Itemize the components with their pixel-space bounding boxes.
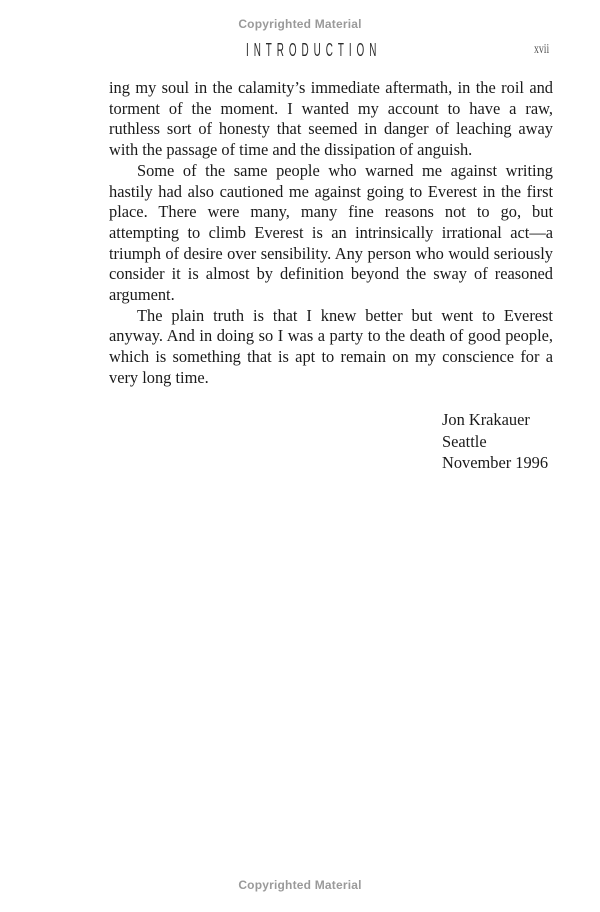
section-title: INTRODUCTION <box>246 40 382 60</box>
author-place: Seattle <box>442 431 487 451</box>
running-head <box>0 38 600 64</box>
signature-block <box>442 409 548 474</box>
body-text <box>109 78 553 389</box>
copyright-watermark-bottom: Copyrighted Material <box>238 878 362 892</box>
paragraph: Some of the same people who warned me against writing hastily had also cautioned me against going to Everest in the first place. There were many, many fine reasons not to go, but attempting to climb Everest is an intrinsically irrational act—a triumph of desire over sensibility. Any person who would seriously consider it is almost by definition beyond the sway of reasoned argument. <box>109 160 553 305</box>
paragraph-continued: ing my soul in the calamity’s immediate aftermath, in the roil and torment of the moment. I wanted my account to have a raw, ruthless sort of honesty that seemed in danger of leaching away with the passage of time and the dissipation of anguish. <box>109 78 553 160</box>
copyright-watermark-top: Copyrighted Material <box>238 17 362 31</box>
author-name: Jon Krakauer <box>442 410 530 429</box>
paragraph: The plain truth is that I knew better but went to Everest anyway. And in doing so I was a party to the death of good people, which is something that is apt to remain on my conscience for a very long time. <box>109 305 553 387</box>
signature-date: November 1996 <box>442 453 549 472</box>
page-number: xvii <box>534 42 550 57</box>
